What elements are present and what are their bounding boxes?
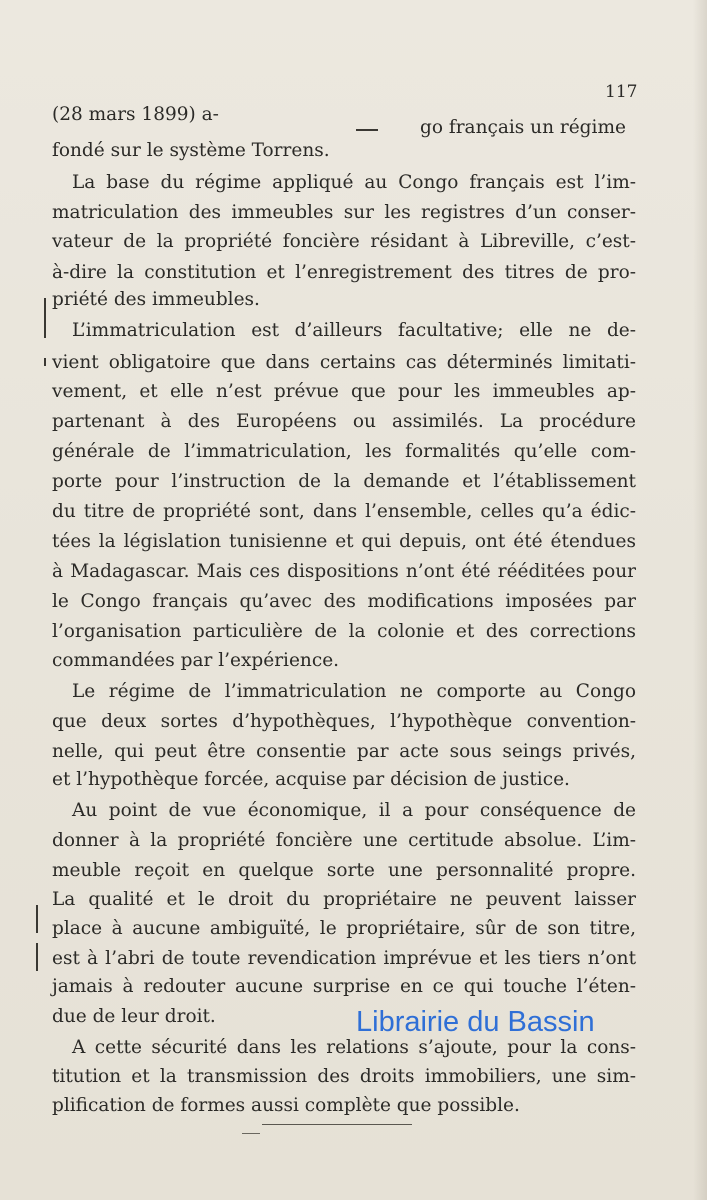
text-line: partenant à des Européens ou assimilés. La procédure — [52, 411, 636, 432]
margin-pencil-mark — [44, 358, 46, 366]
text-line: Au point de vue économique, il a pour conséquence de — [72, 800, 636, 821]
text-line: générale de l’immatriculation, les formalités qu’elle com- — [52, 441, 636, 462]
text-line: à-dire la constitution et l’enregistrement des titres de pro- — [52, 262, 636, 283]
text-line: l’organisation particulière de la colonie et des corrections — [52, 621, 636, 642]
text-line: vement, et elle n’est prévue que pour les immeubles ap- — [52, 381, 636, 402]
text-line: à Madagascar. Mais ces dispositions n’ont été rééditées pour — [52, 561, 636, 582]
text-line: La qualité et le droit du propriétaire ne peuvent laisser — [52, 889, 636, 910]
text-line: A cette sécurité dans les relations s’ajoute, pour la cons- — [72, 1037, 636, 1058]
text-line: due de leur droit. — [52, 1006, 216, 1027]
watermark: Librairie du Bassin — [356, 1006, 595, 1038]
text-line: porte pour l’instruction de la demande et l’établissement — [52, 471, 636, 492]
first-line-left: (28 mars 1899) a- — [52, 104, 219, 125]
text-line: plification de formes aussi complète que possible. — [52, 1095, 520, 1116]
text-line: du titre de propriété sont, dans l’ensemble, celles qu’a édic- — [52, 501, 636, 522]
text-line: et l’hypothèque forcée, acquise par décision de justice. — [52, 769, 570, 790]
text-line: donner à la propriété foncière une certitude absolue. L’im- — [52, 830, 636, 851]
text-line: tées la législation tunisienne et qui depuis, ont été étendues — [52, 531, 636, 552]
text-line: vateur de la propriété foncière résidant à Libreville, c’est- — [52, 231, 636, 252]
margin-pencil-mark — [36, 943, 38, 971]
text-line: est à l’abri de toute revendication imprévue et les tiers n’ont — [52, 948, 636, 969]
bottom-rule-tick — [242, 1133, 260, 1134]
text-line: vient obligatoire que dans certains cas déterminés limitati- — [52, 352, 636, 373]
text-line: titution et la transmission des droits immobiliers, une sim- — [52, 1066, 636, 1087]
text-line: Le régime de l’immatriculation ne comporte au Congo — [72, 681, 636, 702]
ink-dash-mark — [356, 129, 378, 131]
text-line: le Congo français qu’avec des modifications imposées par — [52, 591, 636, 612]
margin-pencil-mark — [36, 905, 38, 933]
text-line: nelle, qui peut être consentie par acte sous seings privés, — [52, 741, 636, 762]
text-line: que deux sortes d’hypothèques, l’hypothèque convention- — [52, 711, 636, 732]
text-line: matriculation des immeubles sur les registres d’un conser- — [52, 202, 636, 223]
text-line: priété des immeubles. — [52, 289, 260, 310]
text-line: L’immatriculation est d’ailleurs facultative; elle ne de- — [72, 320, 636, 341]
bottom-rule — [262, 1124, 412, 1125]
text-line: place à aucune ambiguïté, le propriétaire, sûr de son titre, — [52, 918, 636, 939]
margin-pencil-mark — [44, 298, 46, 338]
text-line: meuble reçoit en quelque sorte une personnalité propre. — [52, 860, 636, 881]
page-number: 117 — [605, 82, 638, 102]
text-line: fondé sur le système Torrens. — [52, 140, 330, 161]
text-line: commandées par l’expérience. — [52, 650, 340, 671]
first-line-right: go français un régime — [420, 117, 626, 138]
text-line: jamais à redouter aucune surprise en ce qui touche l’éten- — [52, 976, 636, 997]
text-line: La base du régime appliqué au Congo français est l’im- — [72, 172, 636, 193]
